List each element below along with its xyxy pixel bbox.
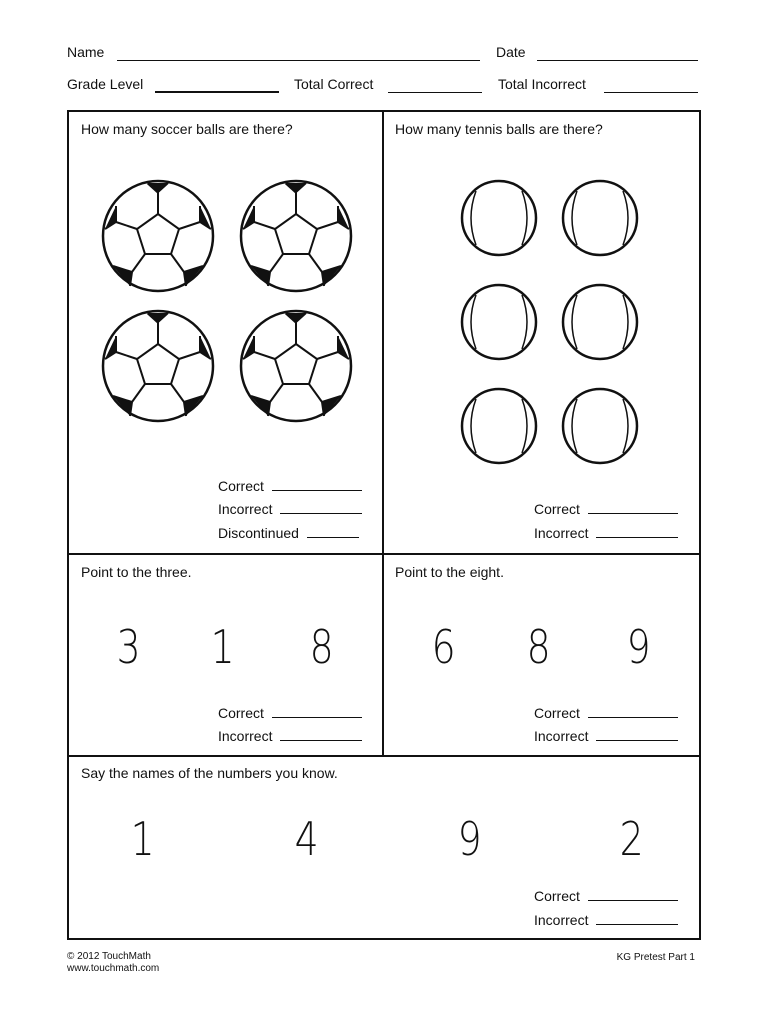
digit-option[interactable]: 8 [309,620,334,674]
eight-incorrect-row [534,728,678,744]
page-label: KG Pretest Part 1 [616,952,695,963]
digit-option[interactable]: 6 [431,620,456,674]
incorrect-label: Incorrect [534,912,589,928]
names-correct-field[interactable] [588,900,678,901]
total-incorrect-field[interactable] [604,92,698,93]
soccer-discontinued-row [218,525,359,541]
soccer-prompt: How many soccer balls are there? [81,121,293,137]
digit-option[interactable]: 1 [130,812,155,866]
discontinued-label: Discontinued [218,525,299,541]
digit-option[interactable]: 2 [619,812,644,866]
names-incorrect-field[interactable] [596,924,678,925]
name-field[interactable] [117,60,480,61]
tennis-balls-illustration [455,172,645,472]
three-prompt: Point to the three. [81,564,192,580]
soccer-incorrect-row [218,501,362,517]
tennis-prompt: How many tennis balls are there? [395,121,603,137]
correct-label: Correct [534,501,580,517]
three-correct-field[interactable] [272,717,362,718]
soccer-incorrect-field[interactable] [280,513,362,514]
three-correct-row [218,705,362,721]
correct-label: Correct [218,478,264,494]
names-prompt: Say the names of the numbers you know. [81,765,338,781]
copyright-text: © 2012 TouchMath [67,951,151,962]
digit-option[interactable]: 1 [210,620,235,674]
grid-divider-row2 [67,755,701,757]
digit-option[interactable]: 9 [626,620,651,674]
eight-correct-row [534,705,678,721]
soccer-correct-row [218,478,362,494]
eight-incorrect-field[interactable] [596,740,678,741]
three-incorrect-row [218,728,362,744]
digit-option[interactable]: 4 [294,812,319,866]
name-label: Name [67,44,105,60]
tennis-correct-row [534,501,678,517]
eight-correct-field[interactable] [588,717,678,718]
grade-level-field[interactable] [155,91,279,93]
tennis-correct-field[interactable] [588,513,678,514]
grid-divider-row1 [67,553,701,555]
total-correct-label: Total Correct [294,76,374,92]
three-incorrect-field[interactable] [280,740,362,741]
digit-option[interactable]: 9 [457,812,482,866]
names-incorrect-row [534,912,678,928]
date-label: Date [496,44,526,60]
digit-option[interactable]: 3 [116,620,141,674]
soccer-balls-illustration [95,172,360,432]
footer-left [67,951,159,975]
soccer-correct-field[interactable] [272,490,362,491]
tennis-incorrect-row [534,525,678,541]
correct-label: Correct [218,705,264,721]
digit-option[interactable]: 8 [526,620,551,674]
soccer-discontinued-field[interactable] [307,537,359,538]
date-field[interactable] [537,60,698,61]
grid-divider-vertical [382,110,384,756]
total-incorrect-label: Total Incorrect [498,76,586,92]
tennis-incorrect-field[interactable] [596,537,678,538]
correct-label: Correct [534,888,580,904]
total-correct-field[interactable] [388,92,482,93]
correct-label: Correct [534,705,580,721]
grade-level-label: Grade Level [67,76,144,92]
incorrect-label: Incorrect [218,728,273,744]
names-correct-row [534,888,678,904]
website-link[interactable]: www.touchmath.com [67,963,160,974]
incorrect-label: Incorrect [534,728,589,744]
incorrect-label: Incorrect [534,525,589,541]
eight-prompt: Point to the eight. [395,564,504,580]
incorrect-label: Incorrect [218,501,273,517]
